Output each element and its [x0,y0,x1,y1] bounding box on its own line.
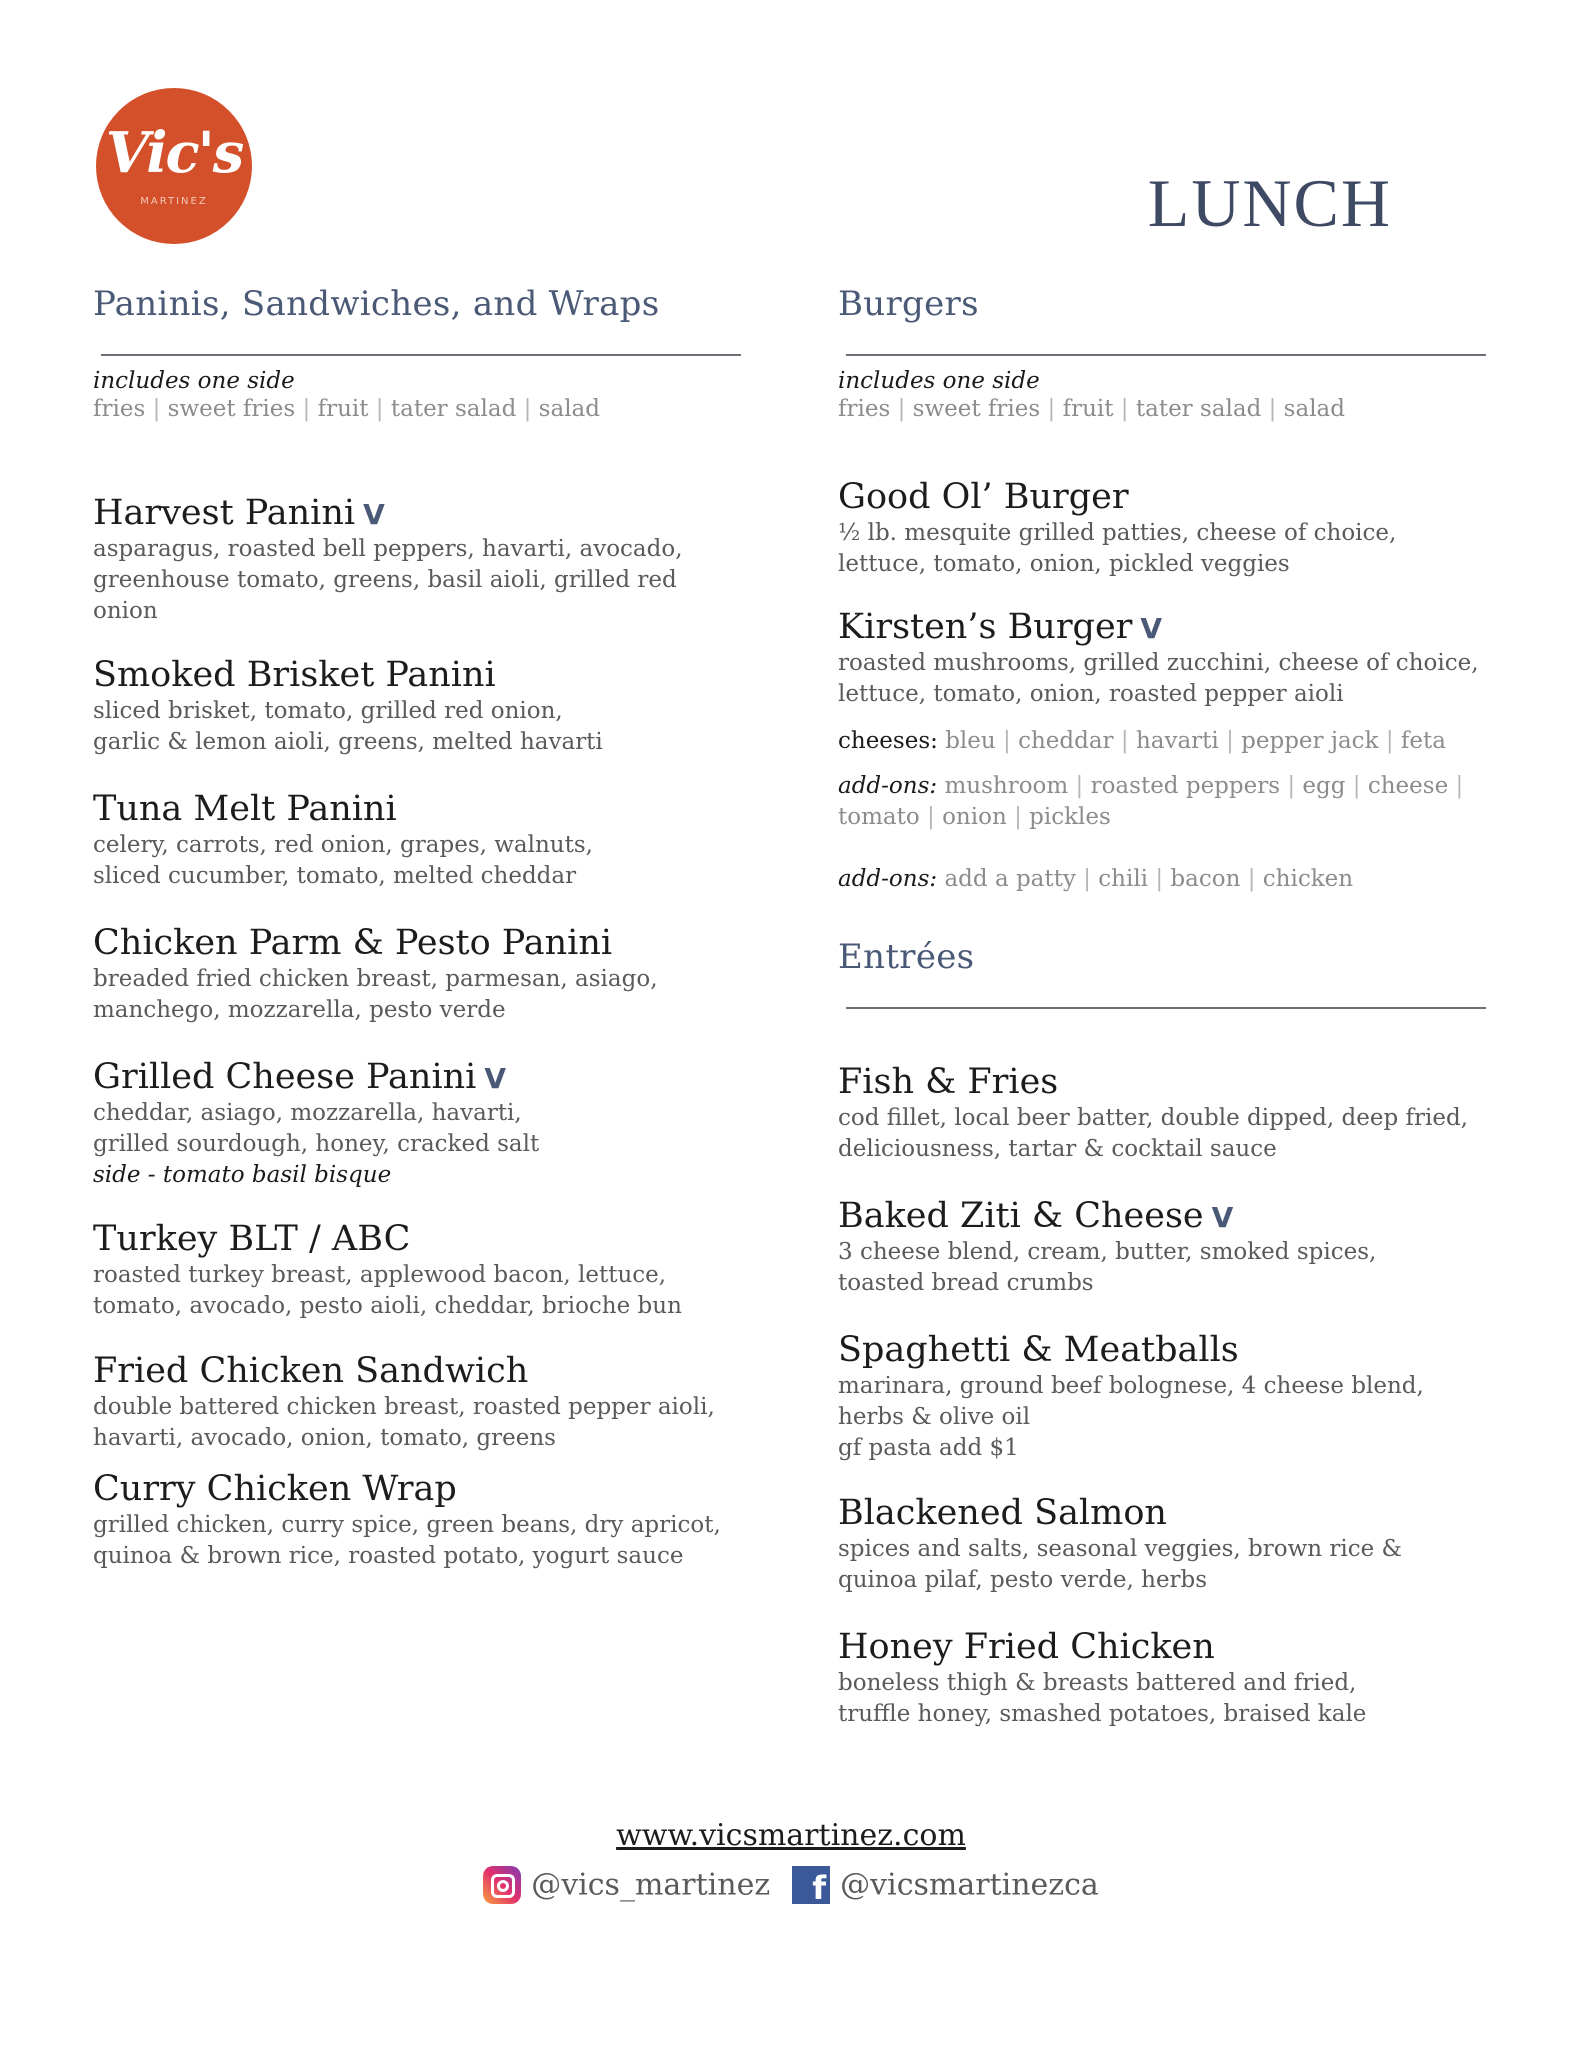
option-item: egg [1302,773,1346,799]
vegetarian-icon: V [363,498,385,531]
description-line: cheddar, asiago, mozzarella, havarti, [93,1100,522,1126]
separator: | [145,396,168,422]
menu-item [838,1061,1488,1165]
item-description [838,1237,1488,1299]
option-item: mushroom [944,773,1069,799]
option-item: salad [538,396,600,422]
addon-options-meat [838,864,1488,895]
item-name: Smoked Brisket Panini [93,655,496,695]
item-name: Grilled Cheese Panini [93,1057,477,1097]
option-item: add a patty [944,866,1076,892]
separator: | [295,396,318,422]
separator: | [1261,396,1284,422]
option-item: pepper jack [1241,728,1379,754]
menu-item [838,606,1488,710]
brand-logo [96,88,252,244]
option-item: roasted peppers [1090,773,1281,799]
instagram-handle[interactable]: @vics_martinez [531,1867,771,1903]
item-name: Chicken Parm & Pesto Panini [93,923,613,963]
sides-intro: includes one side [838,368,1040,394]
separator: | [919,804,943,830]
description-line: deliciousness, tartar & cocktail sauce [838,1136,1277,1162]
addons-list [944,773,1463,799]
menu-item [93,654,743,758]
description-line: herbs & olive oil [838,1404,1031,1430]
addons-list [944,866,1353,892]
menu-item [838,1195,1488,1299]
description-line: manchego, mozzarella, pesto verde [93,997,506,1023]
item-description [838,1103,1488,1165]
sandwiches-title: Paninis, Sandwiches, and Wraps [93,284,660,324]
option-item: pickles [1029,804,1111,830]
option-item: chili [1098,866,1149,892]
item-name: Blackened Salmon [838,1493,1167,1533]
item-name: Kirsten’s Burger [838,607,1133,647]
vegetarian-icon: V [1140,612,1163,645]
sides-intro: includes one side [93,368,295,394]
divider [846,354,1486,356]
description-line: celery, carrots, red onion, grapes, walnuts, [93,832,593,858]
divider [101,354,741,356]
separator: | [1040,396,1063,422]
item-name: Fried Chicken Sandwich [93,1351,529,1391]
option-item: fruit [317,396,369,422]
item-description [838,1668,1488,1730]
addons-label: add-ons: [838,773,938,799]
option-item: feta [1400,728,1446,754]
menu-item [93,1350,743,1454]
website-link[interactable]: www.vicsmartinez.com [616,1818,966,1853]
separator: | [1378,728,1401,754]
separator: | [890,396,913,422]
item-description [93,830,743,892]
separator: | [1345,773,1368,799]
option-item: fries [838,396,891,422]
option-item: cheese [1367,773,1449,799]
brand-subtitle: MARTINEZ [140,196,208,207]
option-item: tater salad [390,396,517,422]
description-line: grilled sourdough, honey, cracked salt [93,1131,540,1157]
vegetarian-icon: V [484,1062,507,1095]
description-line: havarti, avocado, onion, tomato, greens [93,1425,556,1451]
menu-item [838,476,1488,580]
addons-label: add-ons: [838,866,938,892]
addon-options-continued [838,802,1488,833]
item-description [93,1098,743,1160]
separator: | [995,728,1019,754]
item-note: side - tomato basil bisque [93,1162,392,1188]
sandwiches-column [93,284,743,1572]
addon-options [838,771,1488,802]
description-line: lettuce, tomato, onion, roasted pepper aioli [838,681,1344,707]
description-line: 3 cheese blend, cream, butter, smoked spices, [838,1239,1377,1265]
item-description [838,648,1488,710]
separator: | [1148,866,1171,892]
option-item: onion [942,804,1007,830]
social-links [0,1866,1582,1904]
option-item: fries [93,396,146,422]
addons-list [838,804,1111,830]
cheeses-label: cheeses: [838,728,938,754]
item-description [838,1534,1488,1596]
item-name: Good Ol’ Burger [838,477,1129,517]
cheese-options [838,726,1488,757]
separator: | [1280,773,1303,799]
option-item: sweet fries [912,396,1041,422]
item-name: Baked Ziti & Cheese [838,1196,1204,1236]
item-description [93,1392,743,1454]
description-line: spices and salts, seasonal veggies, brown rice & [838,1536,1403,1562]
option-item: tomato [838,804,920,830]
burgers-entrees-column [838,284,1488,1730]
description-line: gf pasta add $1 [838,1435,1019,1461]
item-description [838,518,1488,580]
option-item: fruit [1062,396,1114,422]
facebook-handle[interactable]: @vicsmartinezca [840,1867,1099,1903]
item-name: Tuna Melt Panini [93,789,397,829]
description-line: roasted mushrooms, grilled zucchini, cheese of choice, [838,650,1479,676]
description-line: boneless thigh & breasts battered and fried, [838,1670,1357,1696]
description-line: roasted turkey breast, applewood bacon, lettuce, [93,1262,667,1288]
menu-item [93,1468,743,1572]
description-line: ½ lb. mesquite grilled patties, cheese of choice, [838,520,1397,546]
page-title: LUNCH [1147,165,1392,241]
cheeses-list [945,728,1446,754]
description-line: truffle honey, smashed potatoes, braised kale [838,1701,1367,1727]
description-line: onion [93,598,158,624]
item-description [93,696,743,758]
description-line: sliced brisket, tomato, grilled red onion, [93,698,563,724]
separator: | [1113,728,1136,754]
vegetarian-icon: V [1211,1201,1234,1234]
facebook-icon[interactable]: f [792,1866,830,1904]
instagram-icon[interactable] [483,1866,521,1904]
description-line: quinoa & brown rice, roasted potato, yogurt sauce [93,1543,684,1569]
description-line: asparagus, roasted bell peppers, havarti, avocado, [93,536,683,562]
item-description [93,1510,743,1572]
menu-item [838,1329,1488,1464]
description-line: cod fillet, local beer batter, double dipped, deep fried, [838,1105,1468,1131]
menu-item [93,1056,743,1191]
separator: | [1448,773,1464,799]
option-item: cheddar [1018,728,1114,754]
description-line: sliced cucumber, tomato, melted cheddar [93,863,577,889]
menu-item [838,1492,1488,1596]
item-name: Turkey BLT / ABC [93,1219,411,1259]
menu-item [93,1218,743,1322]
description-line: toasted bread crumbs [838,1270,1094,1296]
separator: | [1006,804,1030,830]
separator: | [1068,773,1091,799]
item-name: Fish & Fries [838,1062,1059,1102]
option-item: sweet fries [167,396,296,422]
item-description [93,1260,743,1322]
option-item: havarti [1135,728,1219,754]
menu-item [93,788,743,892]
separator: | [1240,866,1263,892]
description-line: grilled chicken, curry spice, green beans, dry apricot, [93,1512,721,1538]
menu-item [838,1626,1488,1730]
divider [846,1007,1486,1009]
menu-item [93,922,743,1026]
description-line: tomato, avocado, pesto aioli, cheddar, brioche bun [93,1293,682,1319]
description-line: garlic & lemon aioli, greens, melted havarti [93,729,603,755]
description-line: marinara, ground beef bolognese, 4 cheese blend, [838,1373,1424,1399]
burgers-title: Burgers [838,284,979,324]
sides-list [838,396,1488,422]
option-item: bacon [1170,866,1241,892]
entrees-title: Entrées [838,937,975,977]
description-line: lettuce, tomato, onion, pickled veggies [838,551,1290,577]
item-name: Harvest Panini [93,493,356,533]
separator: | [1075,866,1099,892]
option-item: tater salad [1135,396,1262,422]
option-item: chicken [1262,866,1354,892]
item-name: Honey Fried Chicken [838,1627,1215,1667]
separator: | [1218,728,1242,754]
option-item: bleu [945,728,996,754]
item-description [838,1371,1488,1464]
description-line: greenhouse tomato, greens, basil aioli, grilled red [93,567,677,593]
brand-name: Vic's [105,120,243,186]
separator: | [368,396,391,422]
item-name: Spaghetti & Meatballs [838,1330,1239,1370]
separator: | [516,396,539,422]
description-line: quinoa pilaf, pesto verde, herbs [838,1567,1208,1593]
description-line: double battered chicken breast, roasted pepper aioli, [93,1394,715,1420]
option-item: salad [1283,396,1345,422]
item-description [93,534,743,627]
item-description [93,964,743,1026]
description-line: breaded fried chicken breast, parmesan, asiago, [93,966,658,992]
separator: | [1113,396,1136,422]
menu-item [93,492,743,627]
item-name: Curry Chicken Wrap [93,1469,457,1509]
sides-list [93,396,743,422]
